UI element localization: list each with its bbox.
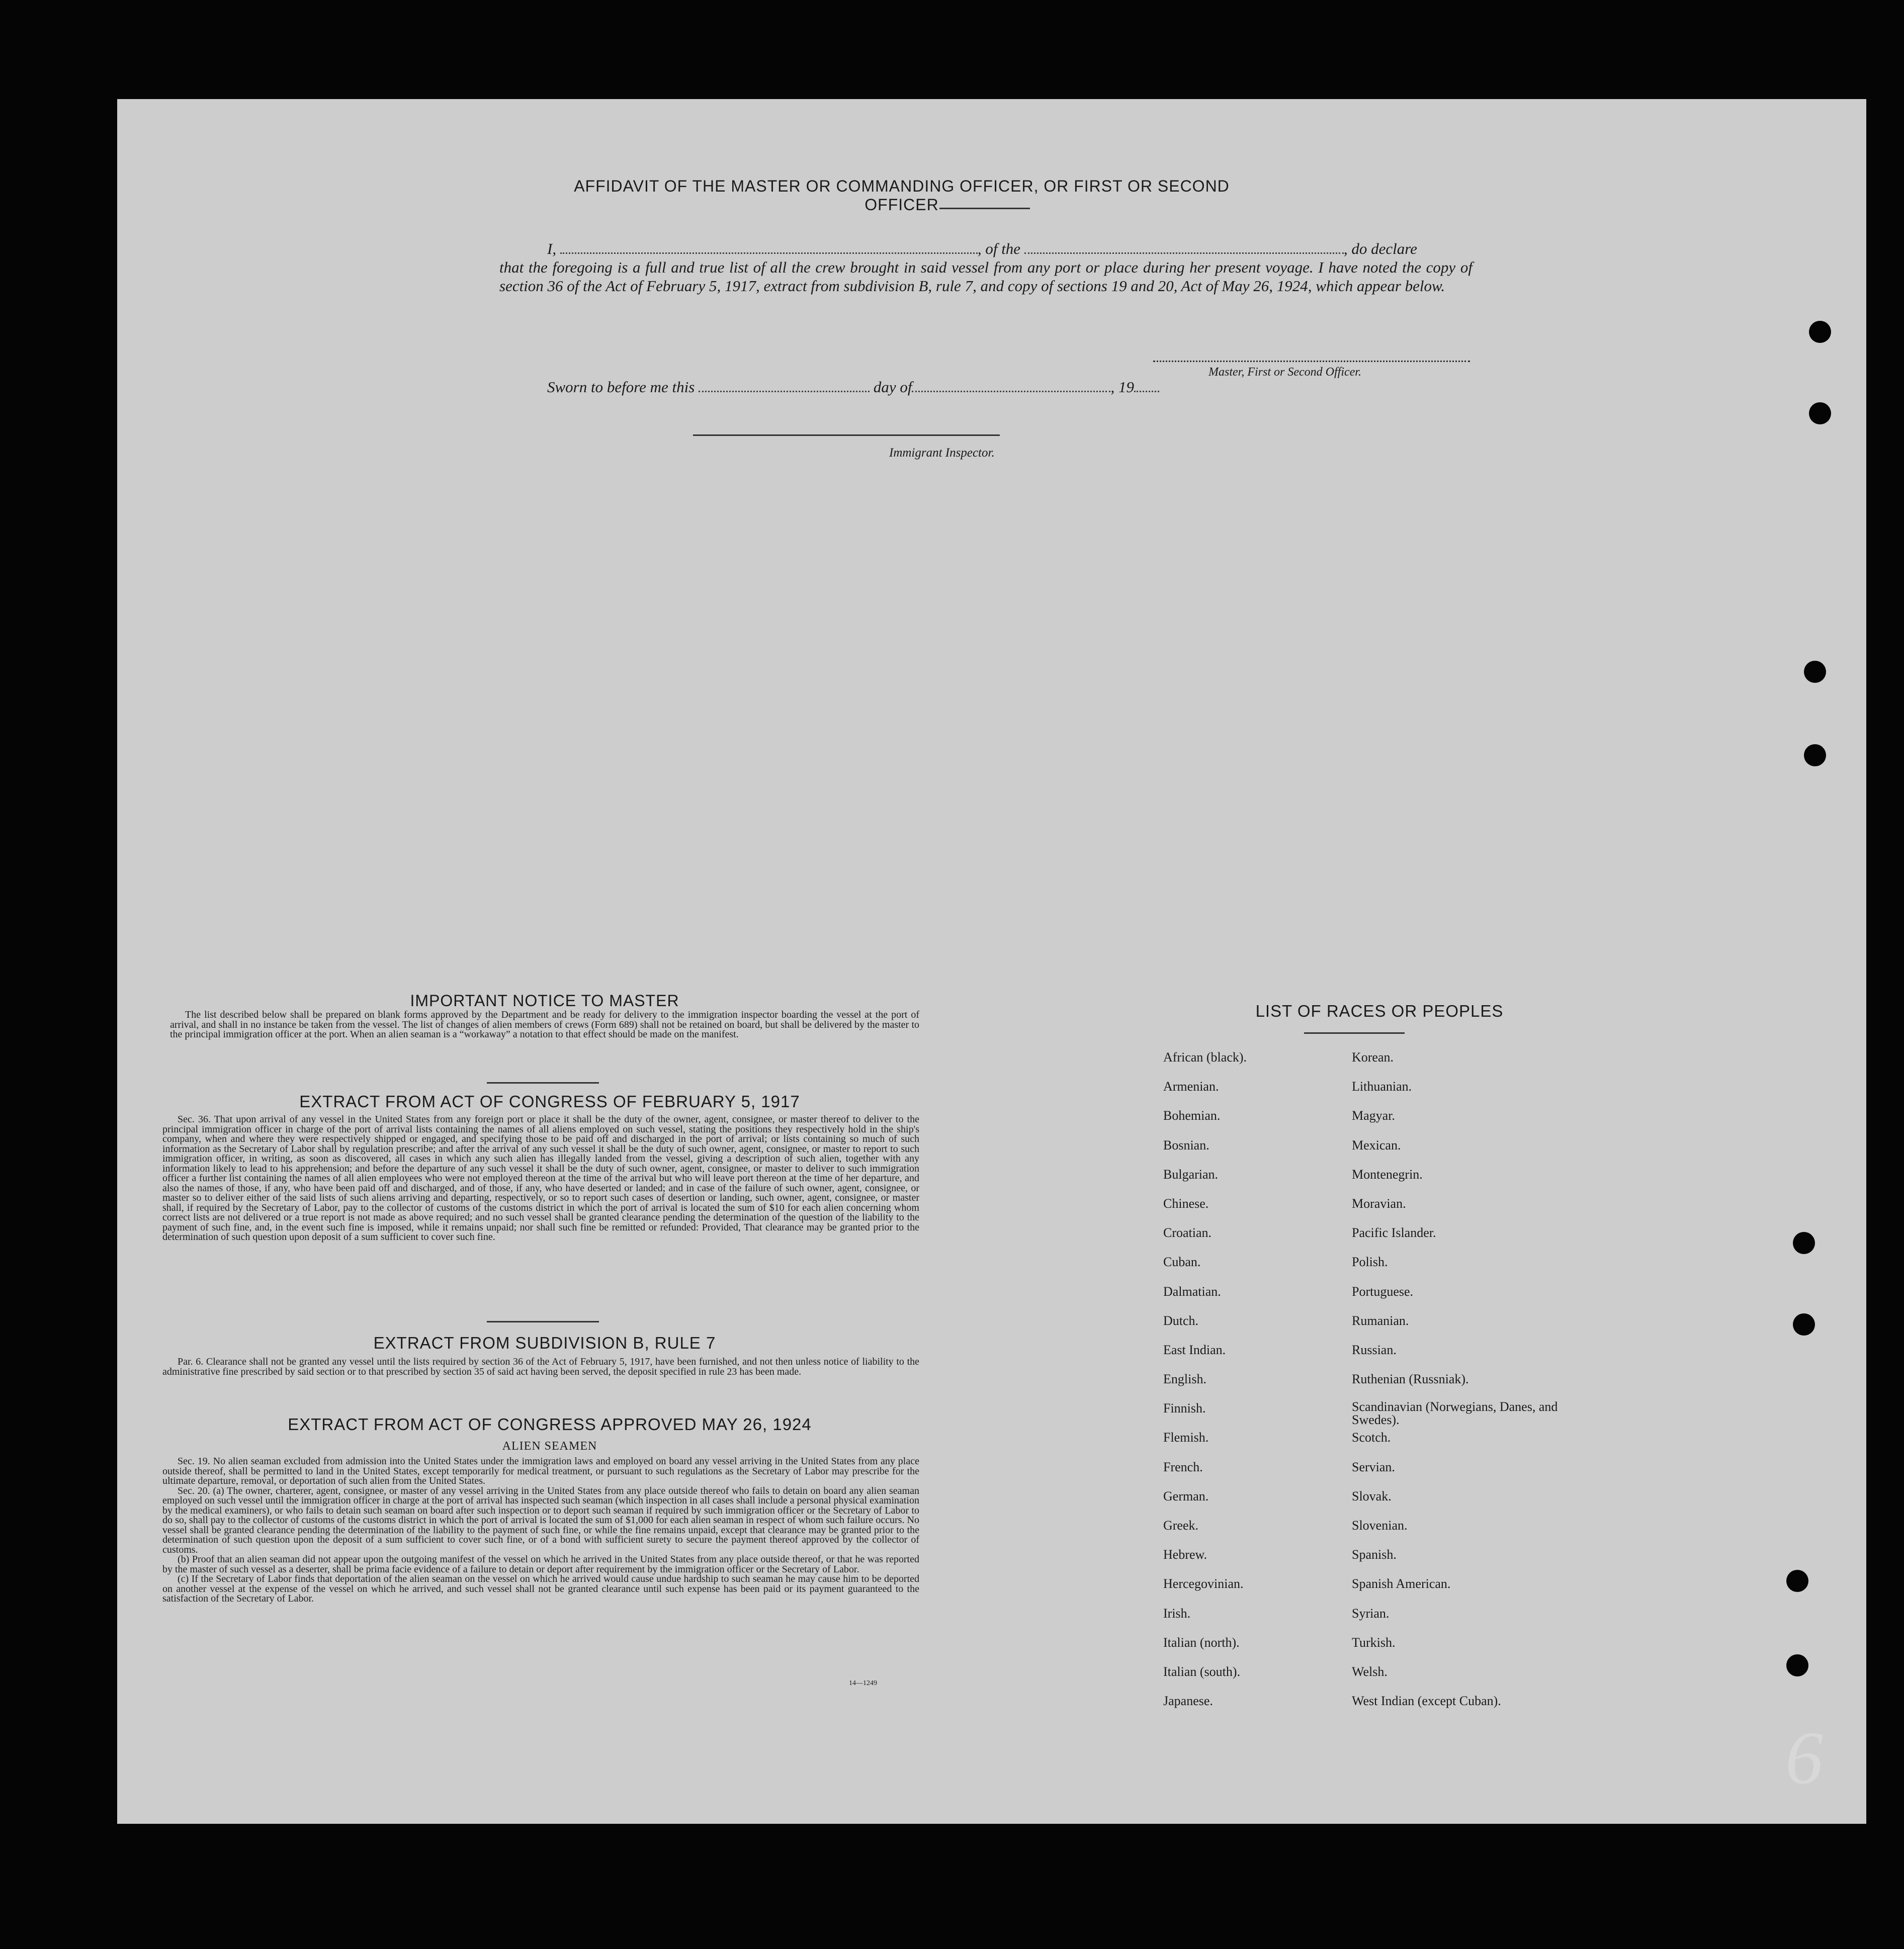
form-page (117, 99, 1866, 1824)
race-entry: Armenian. (1163, 1079, 1219, 1094)
race-entry: Magyar. (1352, 1108, 1395, 1123)
inspector-caption: Immigrant Inspector. (889, 446, 995, 460)
races-right-column (1352, 1049, 1573, 1722)
race-entry: Finnish. (1163, 1401, 1206, 1416)
alien-seamen-subtitle: ALIEN SEAMEN (502, 1440, 597, 1453)
sworn-month-field[interactable] (912, 388, 1110, 392)
race-entry: Polish. (1352, 1255, 1388, 1270)
notice-divider (487, 1082, 599, 1084)
affidavit-i-label: I, (547, 240, 557, 257)
binder-hole (1809, 321, 1831, 343)
races-left-column (1163, 1049, 1354, 1722)
binder-hole (1804, 661, 1826, 683)
affidavit-declare-label: , do declare (1343, 240, 1417, 257)
race-entry: Bohemian. (1163, 1108, 1221, 1123)
race-entry: Greek. (1163, 1518, 1199, 1533)
race-entry: Portuguese. (1352, 1284, 1414, 1299)
rule7-text: Par. 6. Clearance shall not be granted any vessel until the lists required by section 36 of the Act of February 5, 1917, have been furnished, and not then unless notice of liability to the administrative fine prescribed by said section or to that prescribed by section 35 of said act having been served, the deposit specified in rule 23 has been made. (162, 1356, 919, 1377)
extract-1924-title: EXTRACT FROM ACT OF CONGRESS APPROVED MAY 26, 1924 (288, 1415, 812, 1434)
race-entry: Mexican. (1352, 1137, 1401, 1153)
race-entry: Syrian. (1352, 1606, 1390, 1621)
inspector-signature-line[interactable] (693, 434, 1000, 436)
race-entry: African (black). (1163, 1050, 1247, 1065)
race-entry: Japanese. (1163, 1694, 1213, 1709)
sworn-line (547, 378, 1159, 396)
race-entry: Chinese. (1163, 1196, 1209, 1211)
race-entry: Irish. (1163, 1606, 1191, 1621)
race-entry: Croatian. (1163, 1225, 1212, 1241)
binder-hole (1793, 1313, 1815, 1336)
race-entry: Slovenian. (1352, 1518, 1408, 1533)
race-entry: East Indian. (1163, 1342, 1226, 1357)
race-entry: Turkish. (1352, 1635, 1396, 1650)
affidavit-of-the-label: , of the (977, 240, 1021, 257)
binder-hole (1793, 1232, 1815, 1254)
race-entry: Rumanian. (1352, 1313, 1409, 1328)
notice-text: The list described below shall be prepared on blank forms approved by the Department and be ready for delivery to the immigration inspector boarding the vessel at the port of arrival, and shall in no instance be taken from the vessel. The list of changes of alien members of crews (Form 689) shall not be retained on board, but shall be delivered by the master to the principal immigration officer at the port. When an alien seaman is a “workaway” a notation to that effect should be made on the manifest. (170, 1009, 919, 1040)
race-entry: German. (1163, 1488, 1209, 1503)
race-entry: Spanish American. (1352, 1576, 1451, 1591)
race-entry: Pacific Islander. (1352, 1225, 1436, 1241)
affidavit-title-divider (939, 208, 1030, 209)
race-entry: Bosnian. (1163, 1137, 1209, 1153)
sec-20c-paragraph: (c) If the Secretary of Labor finds that deportation of the alien seaman on the vessel on which he arrived would cause undue hardship to such seaman he may cause him to be deported on another vessel at the expense of the vessel on which he arrived, and such vessel shall not be granted clearance until such expense has been paid or its payment guaranteed to the satisfaction of the Secretary of Labor. (162, 1573, 919, 1604)
rule7-title: EXTRACT FROM SUBDIVISION B, RULE 7 (373, 1334, 716, 1352)
race-entry: Italian (south). (1163, 1664, 1241, 1679)
officer-name-field[interactable] (560, 249, 978, 254)
race-entry: Spanish. (1352, 1547, 1397, 1562)
binder-hole (1809, 402, 1831, 424)
sworn-label: Sworn to before me this (547, 378, 695, 396)
extract-1924-text (162, 1457, 919, 1604)
sworn-year-field[interactable] (1134, 388, 1159, 392)
race-entry: Moravian. (1352, 1196, 1406, 1211)
race-entry: Russian. (1352, 1342, 1397, 1357)
race-entry: Dutch. (1163, 1313, 1199, 1328)
race-entry: Scotch. (1352, 1430, 1391, 1445)
race-entry: Welsh. (1352, 1664, 1388, 1679)
race-entry: Lithuanian. (1352, 1079, 1412, 1094)
extract-1917-divider (487, 1321, 599, 1322)
form-number: 14—1249 (849, 1679, 877, 1687)
race-entry: Ruthenian (Russniak). (1352, 1372, 1469, 1387)
sec-20a-paragraph: Sec. 20. (a) The owner, charterer, agent, consignee, or master of any vessel arriving in the United States from any place outside thereof who fails to detain on board any alien seaman employed on such vessel until the immigration officer in charge at the port of arrival has inspected such seaman (which inspection in all cases shall include a personal physical examination by the medical examiners), or who fails to detain such seaman on board after such inspection or to deport such seaman if required by such immigration officer or the Secretary of Labor to do so, shall pay to the collector of customs of the customs district in which the port of arrival is located the sum of $1,000 for each alien seaman in respect of whom such failure occurs. No vessel shall be granted clearance pending the determination of the liability to the payment of such fine, or while the fine remains unpaid, except that clearance may be granted prior to the determination of such question upon the deposit of a sum sufficient to cover such fine, or of a bond with sufficient surety to secure the payment thereof approved by the collector of customs. (162, 1485, 919, 1555)
race-entry: Montenegrin. (1352, 1167, 1423, 1182)
race-entry: Dalmatian. (1163, 1284, 1221, 1299)
master-signature-line[interactable] (1153, 361, 1470, 362)
race-entry: English. (1163, 1372, 1206, 1387)
race-entry: Hercegovinian. (1163, 1576, 1244, 1591)
binder-hole (1786, 1570, 1808, 1592)
handwritten-page-number: 6 (1785, 1716, 1823, 1800)
affidavit-declaration-line (547, 240, 1593, 258)
sworn-day-field[interactable] (699, 388, 870, 392)
day-of-label: day of (873, 378, 912, 396)
race-entry: Scandinavian (Norwegians, Danes, and Swedes). (1352, 1399, 1558, 1428)
year-label: , 19 (1110, 378, 1134, 396)
vessel-name-field[interactable] (1024, 249, 1344, 254)
extract-1917-title: EXTRACT FROM ACT OF CONGRESS OF FEBRUARY 5, 1917 (299, 1092, 800, 1111)
race-entry: Cuban. (1163, 1255, 1201, 1270)
race-entry: Korean. (1352, 1050, 1394, 1065)
master-signature-caption: Master, First or Second Officer. (1208, 366, 1361, 379)
sec-19-paragraph: Sec. 19. No alien seaman excluded from admission into the United States under the immigration laws and employed on board any vessel arriving in the United States from any place outside thereof, shall be permitted to land in the United States, except temporarily for medical treatment, or pursuant to such regulations as the Secretary of Labor may prescribe for the ultimate departure, removal, or deportation of such alien from the United States. (162, 1456, 919, 1486)
extract-1917-text: Sec. 36. That upon arrival of any vessel in the United States from any foreign port or place it shall be the duty of the owner, agent, consignee, or master thereof to deliver to the principal immigration officer in charge of the port of arrival lists containing the names of all aliens employed on such vessel, stating the positions they respectively hold in the ship's company, when and where they were respectively shipped or engaged, and specifying those to be paid off and discharged in the port of arrival; or lists containing so much of such information as the Secretary of Labor shall by regulation prescribe; and after the arrival of any such vessel it shall be the duty of such owner, agent, consignee, or master to report to such immigration officer, in writing, as soon as discovered, all cases in which any such alien has illegally landed from the vessel, giving a description of such alien, together with any information likely to lead to his apprehension; and before the departure of any such vessel it shall be the duty of such owner, agent, consignee, or master to deliver to such immigration officer a further list containing the names of all alien employees who were not employed thereon at the time of the arrival but who will leave port thereon at the time of her departure, and also the names of those, if any, who have been paid off and discharged, and of those, if any, who have deserted or landed; and in case of the failure of such owner, agent, consignee, or master so to deliver either of the said lists of such aliens arriving and departing, respectively, or so to report such cases of desertion or landing, such owner, agent, consignee, or master shall, if required by the Secretary of Labor, pay to the collector of customs of the customs district in which the port of arrival is located the sum of $10 for each alien concerning whom correct lists are not delivered or a true report is not made as above required; and no such vessel shall be granted clearance pending the determination of the question of the liability to the payment of such fine, and, in the event such fine is imposed, while it remains unpaid; nor shall such fine be remitted or refunded: Provided, That clearance may be granted prior to the determination of such question upon deposit of a sum sufficient to cover such fine. (162, 1114, 919, 1243)
races-title: LIST OF RACES OR PEOPLES (1255, 1002, 1504, 1020)
race-entry: Flemish. (1163, 1430, 1209, 1445)
race-entry: Servian. (1352, 1459, 1395, 1474)
race-entry: Italian (north). (1163, 1635, 1240, 1650)
race-entry: Bulgarian. (1163, 1167, 1219, 1182)
sec-20b-paragraph: (b) Proof that an alien seaman did not appear upon the outgoing manifest of the vessel on which he arrived in the United States from any place outside thereof, or that he was reported by the master of such vessel as a deserter, shall be prima facie evidence of a failure to detain or deport after requirement by the immigration officer or the Secretary of Labor. (162, 1554, 919, 1575)
race-entry: West Indian (except Cuban). (1352, 1694, 1501, 1709)
race-entry: Slovak. (1352, 1488, 1392, 1503)
binder-hole (1804, 744, 1826, 766)
affidavit-title: AFFIDAVIT OF THE MASTER OR COMMANDING OFFICER, OR FIRST OR SECOND OFFICER (574, 177, 1230, 214)
races-divider (1304, 1032, 1405, 1034)
race-entry: French. (1163, 1459, 1203, 1474)
race-entry: Hebrew. (1163, 1547, 1207, 1562)
binder-hole (1786, 1654, 1808, 1676)
affidavit-body: that the foregoing is a full and true list of all the crew brought in said vessel from any port or place during her present voyage. I have noted the copy of section 36 of the Act of February 5, 1917, extract from subdivision B, rule 7, and copy of sections 19 and 20, Act of May 26, 1924, which appear below. (499, 258, 1473, 295)
notice-title: IMPORTANT NOTICE TO MASTER (410, 992, 679, 1010)
